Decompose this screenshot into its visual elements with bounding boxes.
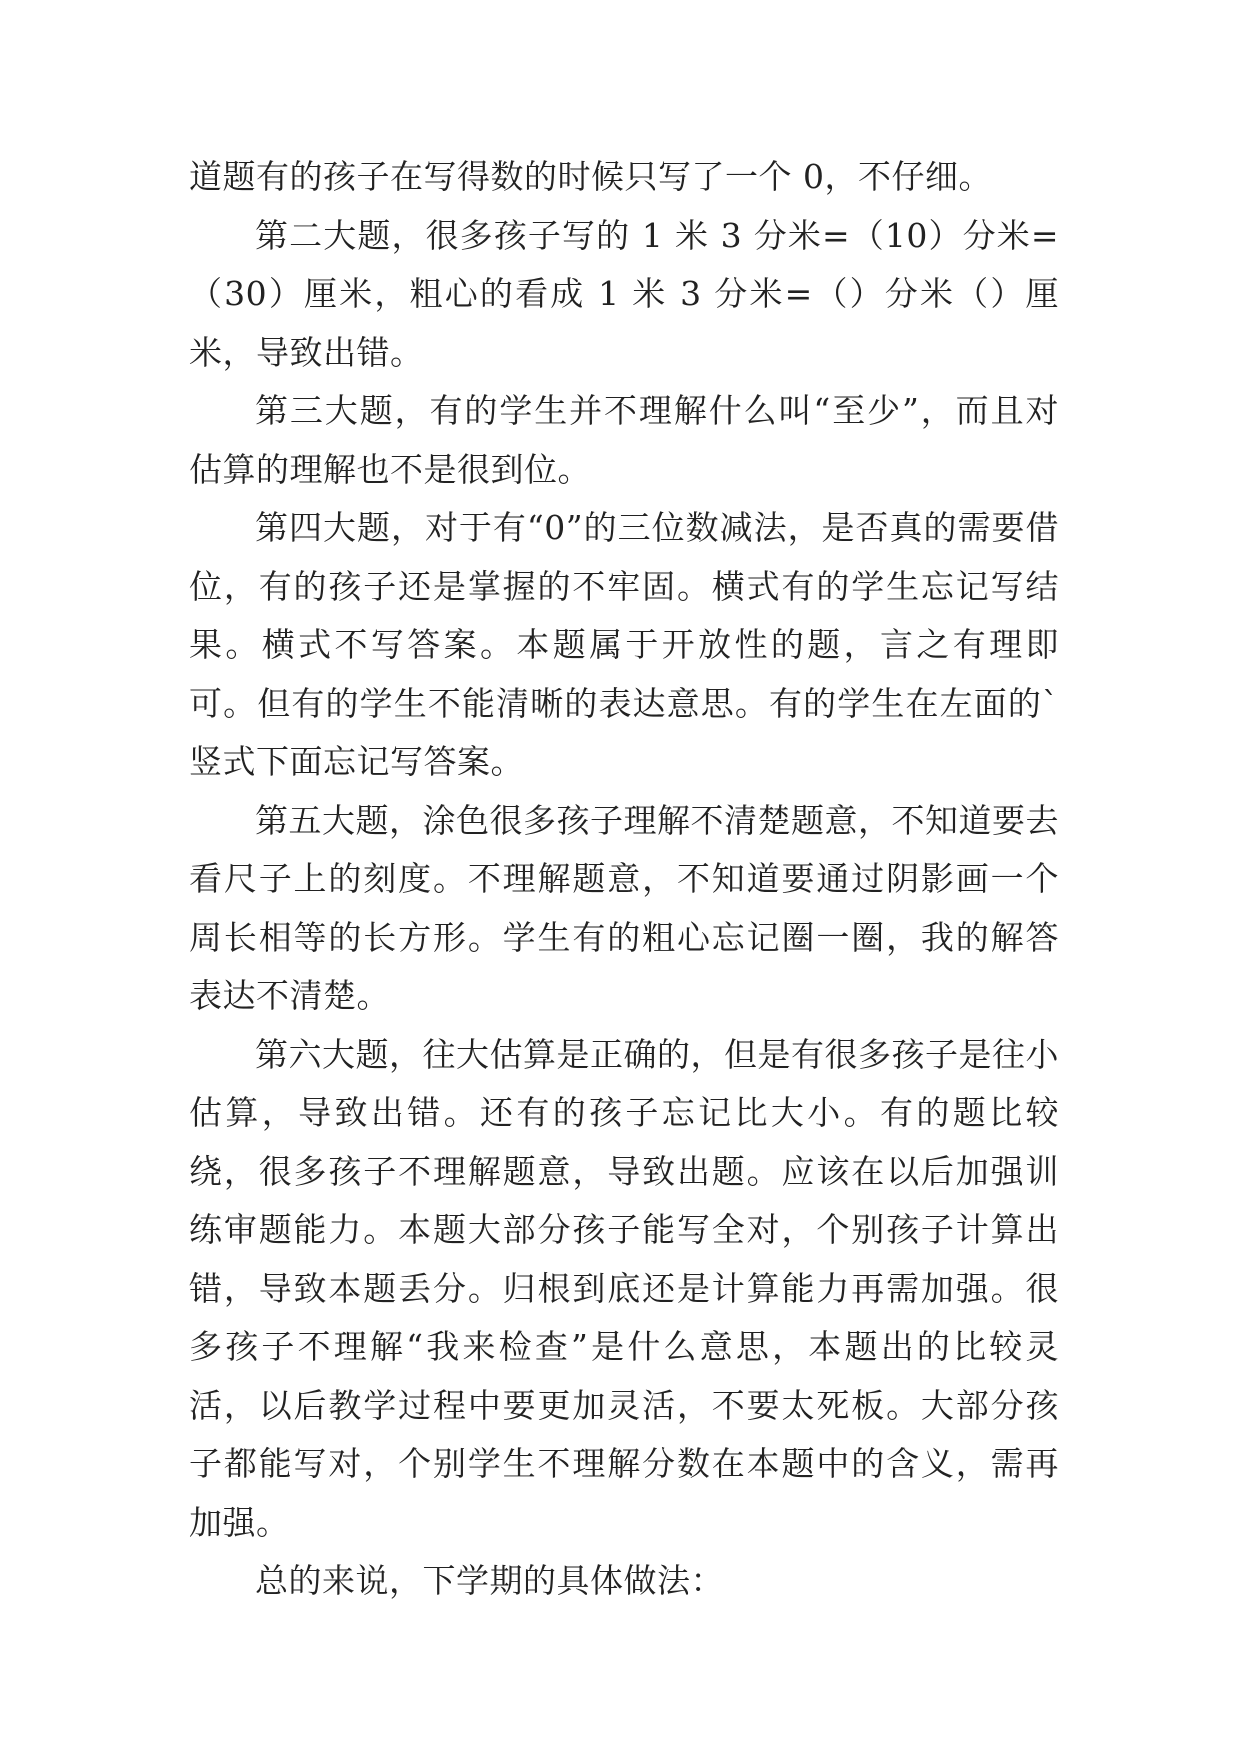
paragraph-question-6: 第六大题，往大估算是正确的，但是有很多孩子是往小估算，导致出错。还有的孩子忘记比大小。有的题比较绕，很多孩子不理解题意，导致出题。应该在以后加强训练审题能力。本题大部分孩子能写全对，个别孩子计算出错，导致本题丢分。归根到底还是计算能力再需加强。很多孩子不理解“我来检查”是什么意思，本题出的比较灵活，以后教学过程中要更加灵活，不要太死板。大部分孩子都能写对，个别学生不理解分数在本题中的含义，需再加强。 [189,1034,1059,1542]
paragraph-continuation: 道题有的孩子在写得数的时候只写了一个 0，不仔细。 [189,157,992,196]
paragraph-question-3: 第三大题，有的学生并不理解什么叫“至少”，而且对估算的理解也不是很到位。 [189,391,1059,489]
paragraph-question-2: 第二大题，很多孩子写的 1 米 3 分米=（10）分米=（30）厘米，粗心的看成 1 米 3 分米=（）分米（）厘米，导致出错。 [189,215,1059,372]
paragraph-summary: 总的来说，下学期的具体做法： [255,1561,724,1600]
paragraph-question-5: 第五大题，涂色很多孩子理解不清楚题意，不知道要去看尺子上的刻度。不理解题意，不知道要通过阴影画一个周长相等的长方形。学生有的粗心忘记圈一圈，我的解答表达不清楚。 [189,800,1059,1015]
paragraph-question-4: 第四大题，对于有“0”的三位数减法，是否真的需要借位，有的孩子还是掌握的不牢固。横式有的学生忘记写结果。横式不写答案。本题属于开放性的题，言之有理即可。但有的学生不能清晰的表达意思。有的学生在左面的`竖式下面忘记写答案。 [189,508,1059,781]
document-body [189,148,1059,1611]
